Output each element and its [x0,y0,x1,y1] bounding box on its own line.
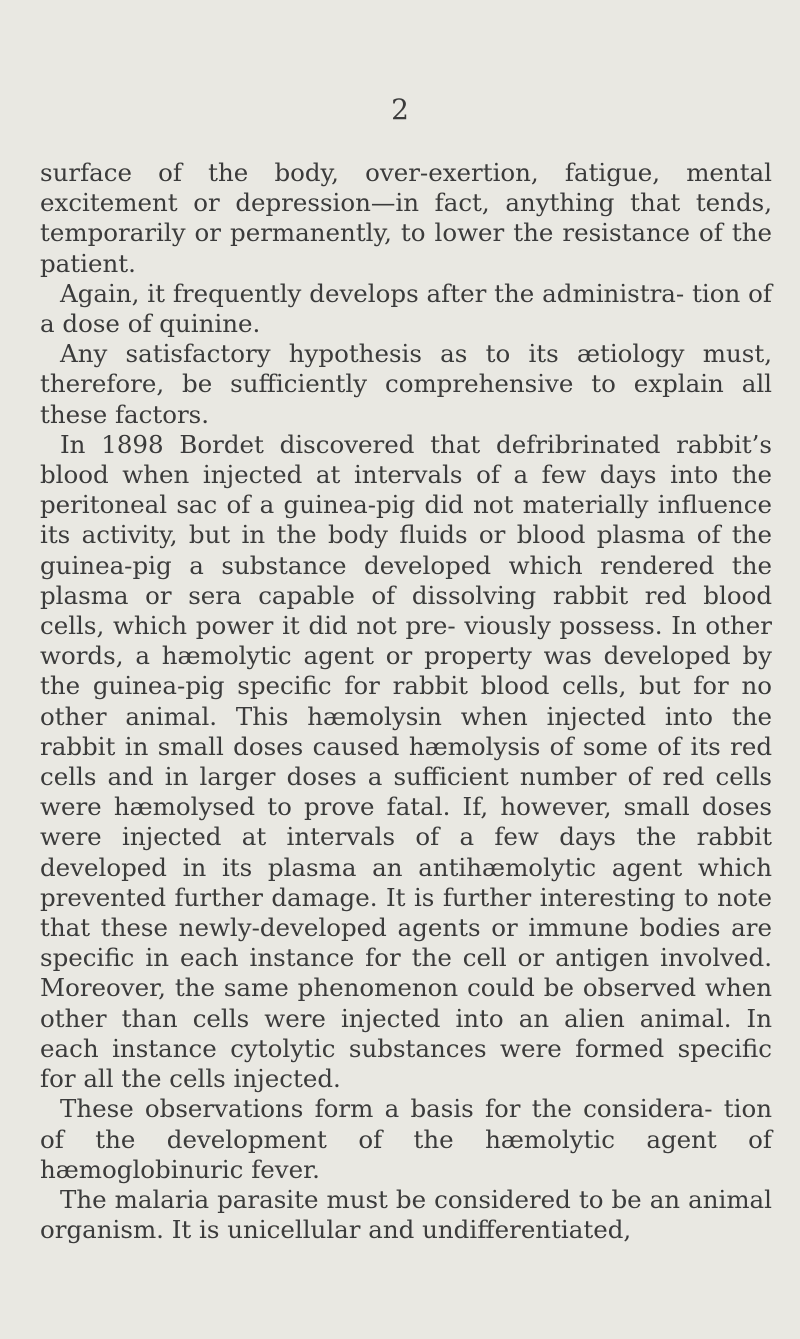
paragraph-5: These observations form a basis for the considera- tion of the development of the hæmolytic agent of hæmoglobinuric fever. [40,1094,772,1184]
paragraph-2: Again, it frequently develops after the administra- tion of a dose of quinine. [40,278,772,339]
page-number: 2 [391,93,409,126]
paragraph-1: surface of the body, over-exertion, fatigue, mental excitement or depression—in fact, anything that tends, temporarily or permanently, to lower the resistance of the patient. [40,158,772,278]
paragraph-6: The malaria parasite must be considered to be an animal organism. It is unicellular and undifferentiated, [40,1184,772,1245]
paragraph-3: Any satisfactory hypothesis as to its ætiology must, therefore, be sufficiently comprehensive to explain all these factors. [40,339,772,429]
paragraph-4: In 1898 Bordet discovered that defribrinated rabbit’s blood when injected at intervals of a few days into the peritoneal sac of a guinea-pig did not materially influence its activity, but in the body fluids or blood plasma of the guinea-pig a substance developed which rendered the plasma or sera capable of dissolving rabbit red blood cells, which power it did not pre- viously possess. In other words, a hæmolytic agent or property was developed by the guinea-pig specific for rabbit blood cells, but for no other animal. This hæmolysin when injected into the rabbit in small doses caused hæmolysis of some of its red cells and in larger doses a sufficient number of red cells were hæmolysed to prove fatal. If, however, small doses were injected at intervals of a few days the rabbit developed in its plasma an antihæmolytic agent which prevented further damage. It is further interesting to note that these newly-developed agents or immune bodies are specific in each instance for the cell or antigen involved. Moreover, the same phenomenon could be observed when other than cells were injected into an alien animal. In each instance cytolytic substances were formed specific for all the cells injected. [40,429,772,1094]
